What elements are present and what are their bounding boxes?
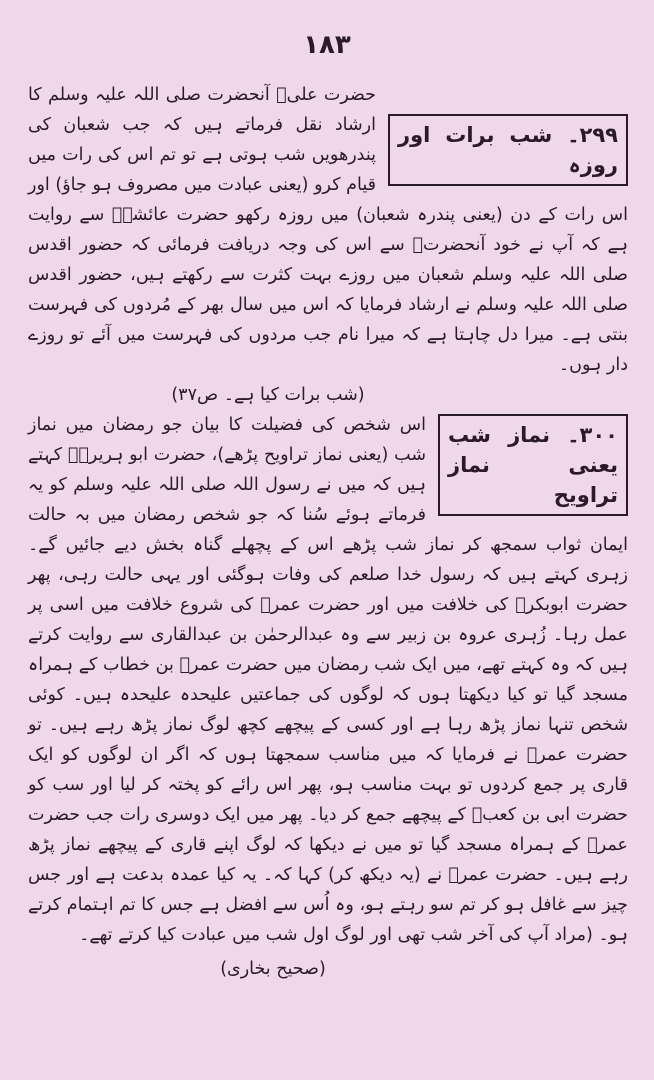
page-number: ۱۸۳ (303, 30, 351, 60)
section-299-paragraph: حضرت علیؓ آنحضرت صلی اللہ علیہ وسلم کا ارشاد نقل فرماتے ہیں کہ جب شعبان کی پندرھویں شب ہوتی ہے تو تم اس کی رات میں قیام کرو (یعنی عبادت میں مصروف ہو جاؤ) اور اس رات کے دن (یعنی پندرہ شعبان) میں روزہ رکھو حضرت عائشہؓ سے روایت ہے کہ آپ نے خود آنحضرتؐ سے اس کی وجہ دریافت فرمائی کہ حضور اقدس صلی اللہ علیہ وسلم شعبان میں روزے بہت کثرت سے رکھتے ہیں، حضور اقدس صلی اللہ علیہ وسلم نے ارشاد فرمایا کہ اس میں سال بھر کے مُردوں کی فہرست بنتی ہے۔ میرا دل چاہتا ہے کہ میرا نام جب مردوں کی فہرست میں آئے تو روزے دار ہوں۔ (28, 85, 628, 375)
section-299-citation: (شب برات کیا ہے۔ ص۳۷) (171, 385, 365, 405)
section-300-paragraph: اس شخص کی فضیلت کا بیان جو رمضان میں نماز شب (یعنی نماز تراویح پڑھے)، حضرت ابو ہریرہؓ کہتے ہیں کہ میں نے رسول اللہ صلی اللہ علیہ وسلم کو یہ فرماتے ہوئے سُنا کہ جو شخص رمضان میں بہ حالت ایمان ثواب سمجھ کر نماز شب پڑھے اس کے پچھلے گناہ بخش دیے جائیں گے۔ زہری کہتے ہیں کہ رسول خدا صلعم کی وفات ہوگئی اور یہی حالت رہی، پھر حضرت ابوبکرؓ کی خلافت میں اور حضرت عمرؓ کی شروع خلافت میں اسی پر عمل رہا۔ زُہری عروہ بن زبیر سے وہ عبدالرحمٰن بن عبدالقاری سے روایت کرتے ہیں کہ وہ کہتے تھے، میں ایک شب رمضان میں حضرت عمرؓ بن خطاب کے ہمراہ مسجد گیا تو کیا دیکھتا ہوں کہ لوگوں کی جماعتیں علیحدہ علیحدہ ہیں۔ کوئی شخص تنہا نماز پڑھ رہا ہے اور کسی کے پیچھے کچھ لوگ نماز پڑھ رہے ہیں۔ تو حضرت عمرؓ نے فرمایا کہ میں مناسب سمجھتا ہوں کہ اگر ان لوگوں کو ایک قاری پر جمع کردوں تو بہت مناسب ہو، پھر اس رائے کو پختہ کر لیا اور سب کو حضرت ابی بن کعبؓ کے پیچھے جمع کر دیا۔ پھر میں ایک دوسری رات جب حضرت عمرؓ کے ہمراہ مسجد گیا تو میں نے دیکھا کہ لوگ اپنے قاری کے پیچھے نماز پڑھ رہے ہیں۔ حضرت عمرؓ نے (یہ دیکھ کر) کہا کہ۔ یہ کیا عمدہ بدعت ہے اور جس چیز سے غافل ہو کر تم سو رہتے ہو، وہ اُس سے افضل ہے جس کا تم اہتمام کرتے ہو۔ (مراد آپ کی آخر شب تھی اور لوگ اول شب میں عبادت کیا کرتے تھے۔ (28, 415, 628, 945)
page-content (28, 80, 628, 984)
section-299-heading: ۲۹۹۔ شب برات اور روزہ (388, 114, 628, 186)
section-300-heading: ۳۰۰۔ نماز شب یعنی نماز تراویح (438, 414, 628, 516)
section-300-citation: (صحیح بخاری) (220, 959, 326, 979)
